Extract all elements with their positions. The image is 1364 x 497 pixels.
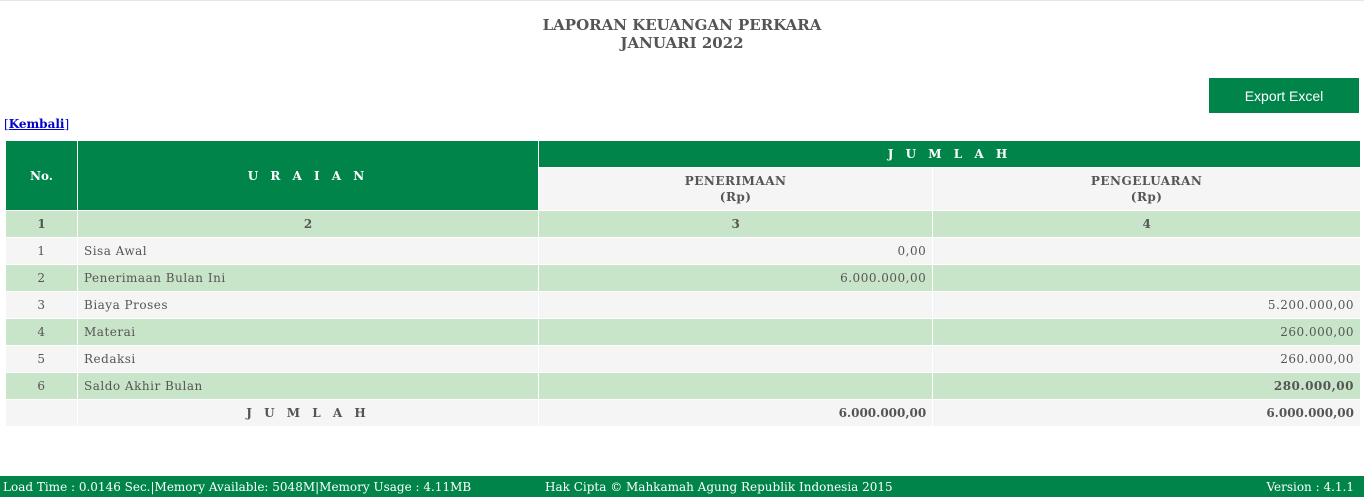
- back-link[interactable]: Kembali: [8, 117, 65, 131]
- total-row: [6, 400, 1361, 427]
- column-number: 3: [539, 211, 933, 238]
- row-pengeluaran: 280.000,00: [933, 373, 1361, 400]
- report-title: [0, 16, 1364, 52]
- row-uraian: Penerimaan Bulan Ini: [78, 265, 539, 292]
- row-uraian: Materai: [78, 319, 539, 346]
- row-penerimaan: [539, 292, 933, 319]
- total-penerimaan: 6.000.000,00: [539, 400, 933, 427]
- back-link-wrapper: [Kembali]: [4, 117, 70, 131]
- table-row: [6, 238, 1361, 265]
- row-no: 2: [6, 265, 78, 292]
- row-no: 3: [6, 292, 78, 319]
- header-jumlah: J U M L A H: [539, 141, 1361, 168]
- column-number: 4: [933, 211, 1361, 238]
- row-no: 1: [6, 238, 78, 265]
- header-penerimaan-unit: (Rp): [719, 190, 752, 204]
- header-penerimaan: [539, 168, 933, 211]
- row-penerimaan: 6.000.000,00: [539, 265, 933, 292]
- table-row: [6, 319, 1361, 346]
- footer-bar: [0, 476, 1364, 497]
- header-penerimaan-label: PENERIMAAN: [684, 174, 787, 188]
- table-row: [6, 265, 1361, 292]
- total-no-empty: [6, 400, 78, 427]
- row-penerimaan: [539, 346, 933, 373]
- footer-load-info: Load Time : 0.0146 Sec.|Memory Available: 5048M|Memory Usage : 4.11MB: [3, 480, 472, 494]
- footer-version: Version : 4.1.1: [1266, 480, 1354, 494]
- table-row: [6, 346, 1361, 373]
- financial-report-table: [5, 140, 1361, 427]
- column-number: 2: [78, 211, 539, 238]
- column-number-row: [6, 211, 1361, 238]
- total-pengeluaran: 6.000.000,00: [933, 400, 1361, 427]
- column-number: 1: [6, 211, 78, 238]
- row-penerimaan: 0,00: [539, 238, 933, 265]
- row-uraian: Redaksi: [78, 346, 539, 373]
- table-row: [6, 292, 1361, 319]
- footer-copyright: Hak Cipta © Mahkamah Agung Republik Indonesia 2015: [545, 480, 893, 494]
- report-title-line1: LAPORAN KEUANGAN PERKARA: [542, 16, 822, 34]
- export-excel-button[interactable]: Export Excel: [1209, 78, 1359, 113]
- row-pengeluaran: [933, 265, 1361, 292]
- row-no: 4: [6, 319, 78, 346]
- row-pengeluaran: [933, 238, 1361, 265]
- total-label: J U M L A H: [78, 400, 539, 427]
- row-no: 5: [6, 346, 78, 373]
- row-pengeluaran: 260.000,00: [933, 319, 1361, 346]
- row-no: 6: [6, 373, 78, 400]
- top-divider: [0, 0, 1364, 1]
- row-penerimaan: [539, 373, 933, 400]
- header-pengeluaran-unit: (Rp): [1130, 190, 1163, 204]
- header-pengeluaran: [933, 168, 1361, 211]
- header-pengeluaran-label: PENGELUARAN: [1090, 174, 1203, 188]
- row-penerimaan: [539, 319, 933, 346]
- header-uraian: U R A I A N: [78, 141, 539, 211]
- header-no: No.: [6, 141, 78, 211]
- row-uraian: Sisa Awal: [78, 238, 539, 265]
- row-uraian: Saldo Akhir Bulan: [78, 373, 539, 400]
- table-row: [6, 373, 1361, 400]
- row-uraian: Biaya Proses: [78, 292, 539, 319]
- report-title-line2: JANUARI 2022: [620, 34, 744, 52]
- row-pengeluaran: 260.000,00: [933, 346, 1361, 373]
- row-pengeluaran: 5.200.000,00: [933, 292, 1361, 319]
